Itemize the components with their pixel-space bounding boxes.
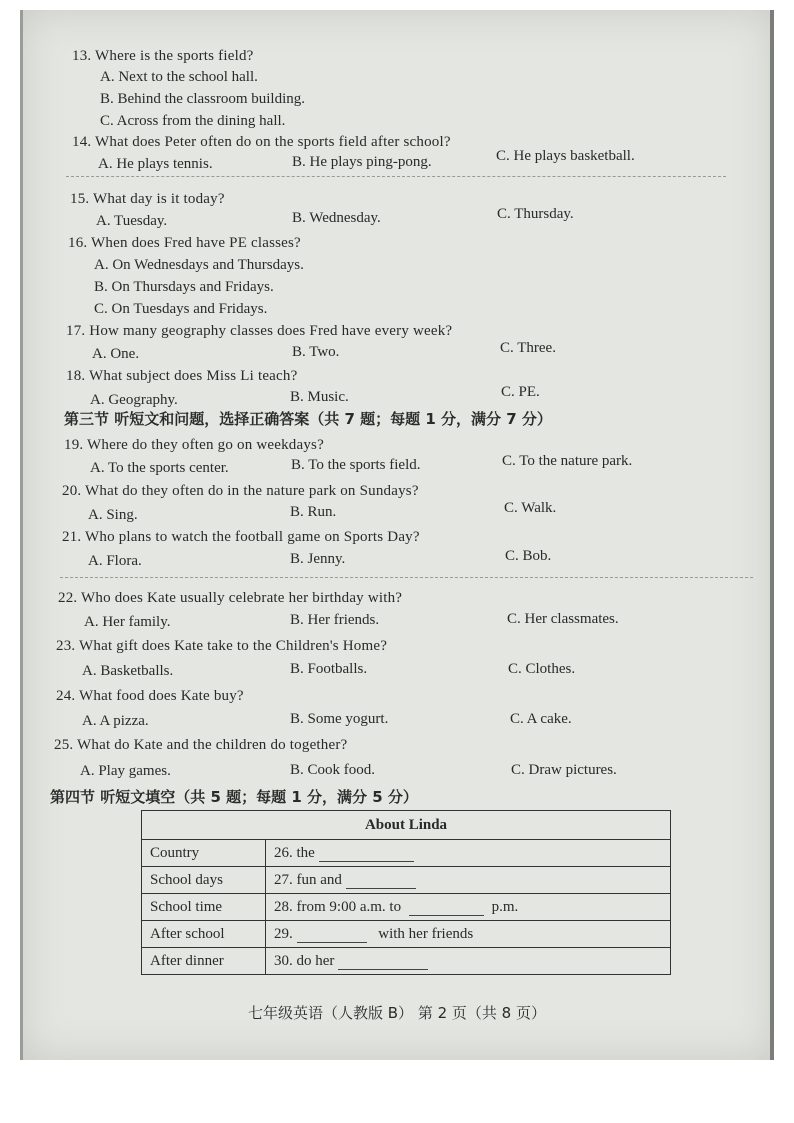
option: C. Thursday. <box>497 206 574 222</box>
option: A. Next to the school hall. <box>100 69 258 85</box>
table-row <box>142 921 671 948</box>
option: A. Flora. <box>88 553 142 569</box>
option: A. Geography. <box>90 392 178 408</box>
option: C. He plays basketball. <box>496 148 635 164</box>
row-label: After dinner <box>142 948 266 975</box>
table-row <box>142 840 671 867</box>
section-4-title: 第四节 听短文填空（共 5 题；每题 1 分，满分 5 分） <box>50 788 418 806</box>
option: C. Draw pictures. <box>511 762 617 778</box>
option: C. A cake. <box>510 711 572 727</box>
option: B. Run. <box>290 504 337 520</box>
option: B. Her friends. <box>290 612 380 628</box>
row-suffix: p.m. <box>491 898 519 915</box>
option: B. He plays ping-pong. <box>292 154 432 170</box>
question-14: 14. What does Peter often do on the sports field after school? <box>72 134 451 150</box>
option: A. To the sports center. <box>90 460 229 476</box>
option: A. Basketballs. <box>82 663 174 679</box>
table-row <box>142 867 671 894</box>
answer-blank-27[interactable] <box>346 874 416 889</box>
row-content <box>266 948 671 975</box>
option: C. Her classmates. <box>507 611 619 627</box>
option: B. Some yogurt. <box>290 711 389 727</box>
row-prefix: 27. fun and <box>274 871 342 888</box>
answer-blank-28[interactable] <box>409 901 484 916</box>
option: B. On Thursdays and Fridays. <box>94 279 274 295</box>
row-content <box>266 867 671 894</box>
row-label: School days <box>142 867 266 894</box>
question-22: 22. Who does Kate usually celebrate her birthday with? <box>58 590 403 606</box>
option: C. Across from the dining hall. <box>100 113 286 129</box>
row-label: After school <box>142 921 266 948</box>
option: C. Bob. <box>505 548 552 564</box>
section-divider <box>60 577 753 578</box>
option: C. To the nature park. <box>502 453 633 469</box>
table-row <box>142 948 671 975</box>
question-24: 24. What food does Kate buy? <box>56 688 244 704</box>
option: C. Clothes. <box>508 661 576 677</box>
section-3-title: 第三节 听短文和问题，选择正确答案（共 7 题；每题 1 分，满分 7 分） <box>64 410 552 428</box>
row-prefix: 30. do her <box>274 952 335 969</box>
option: A. He plays tennis. <box>98 156 213 172</box>
page-footer: 七年级英语（人教版 B） 第 2 页（共 8 页） <box>248 1004 546 1022</box>
section-divider <box>66 176 726 177</box>
option: B. Behind the classroom building. <box>100 91 305 107</box>
table-header: About Linda <box>142 811 671 840</box>
row-content <box>266 894 671 921</box>
question-13: 13. Where is the sports field? <box>72 48 254 64</box>
option: C. PE. <box>501 384 540 400</box>
option: A. Her family. <box>84 614 171 630</box>
option: B. To the sports field. <box>291 457 421 473</box>
row-prefix: 26. the <box>274 844 315 861</box>
row-label: Country <box>142 840 266 867</box>
linda-info-table <box>141 810 671 975</box>
question-19: 19. Where do they often go on weekdays? <box>64 437 324 453</box>
row-label: School time <box>142 894 266 921</box>
option: A. On Wednesdays and Thursdays. <box>94 257 304 273</box>
question-23: 23. What gift does Kate take to the Children's Home? <box>56 638 388 654</box>
question-16: 16. When does Fred have PE classes? <box>68 235 301 251</box>
question-20: 20. What do they often do in the nature park on Sundays? <box>62 483 419 499</box>
row-prefix: 28. from 9:00 a.m. to <box>274 898 402 915</box>
row-content <box>266 840 671 867</box>
option: B. Music. <box>290 389 349 405</box>
row-prefix: 29. <box>274 925 293 942</box>
option: A. A pizza. <box>82 713 149 729</box>
option: C. Walk. <box>504 500 557 516</box>
option: A. Play games. <box>80 763 171 779</box>
sheet-edge <box>770 10 774 1060</box>
question-15: 15. What day is it today? <box>70 191 225 207</box>
table-row <box>142 894 671 921</box>
question-17: 17. How many geography classes does Fred have every week? <box>66 323 453 339</box>
option: B. Two. <box>292 344 340 360</box>
option: A. Tuesday. <box>96 213 168 229</box>
answer-blank-29[interactable] <box>297 928 367 943</box>
answer-blank-26[interactable] <box>319 847 414 862</box>
option: A. One. <box>92 346 140 362</box>
option: A. Sing. <box>88 507 138 523</box>
option: B. Wednesday. <box>292 210 381 226</box>
question-18: 18. What subject does Miss Li teach? <box>66 368 298 384</box>
option: B. Footballs. <box>290 661 368 677</box>
row-suffix: with her friends <box>378 925 474 942</box>
question-21: 21. Who plans to watch the football game on Sports Day? <box>62 529 420 545</box>
sheet-edge <box>20 10 23 1060</box>
option: B. Cook food. <box>290 762 376 778</box>
row-content <box>266 921 671 948</box>
option: C. Three. <box>500 340 556 356</box>
option: B. Jenny. <box>290 551 346 567</box>
option: C. On Tuesdays and Fridays. <box>94 301 268 317</box>
question-25: 25. What do Kate and the children do together? <box>54 737 348 753</box>
answer-blank-30[interactable] <box>338 955 428 970</box>
